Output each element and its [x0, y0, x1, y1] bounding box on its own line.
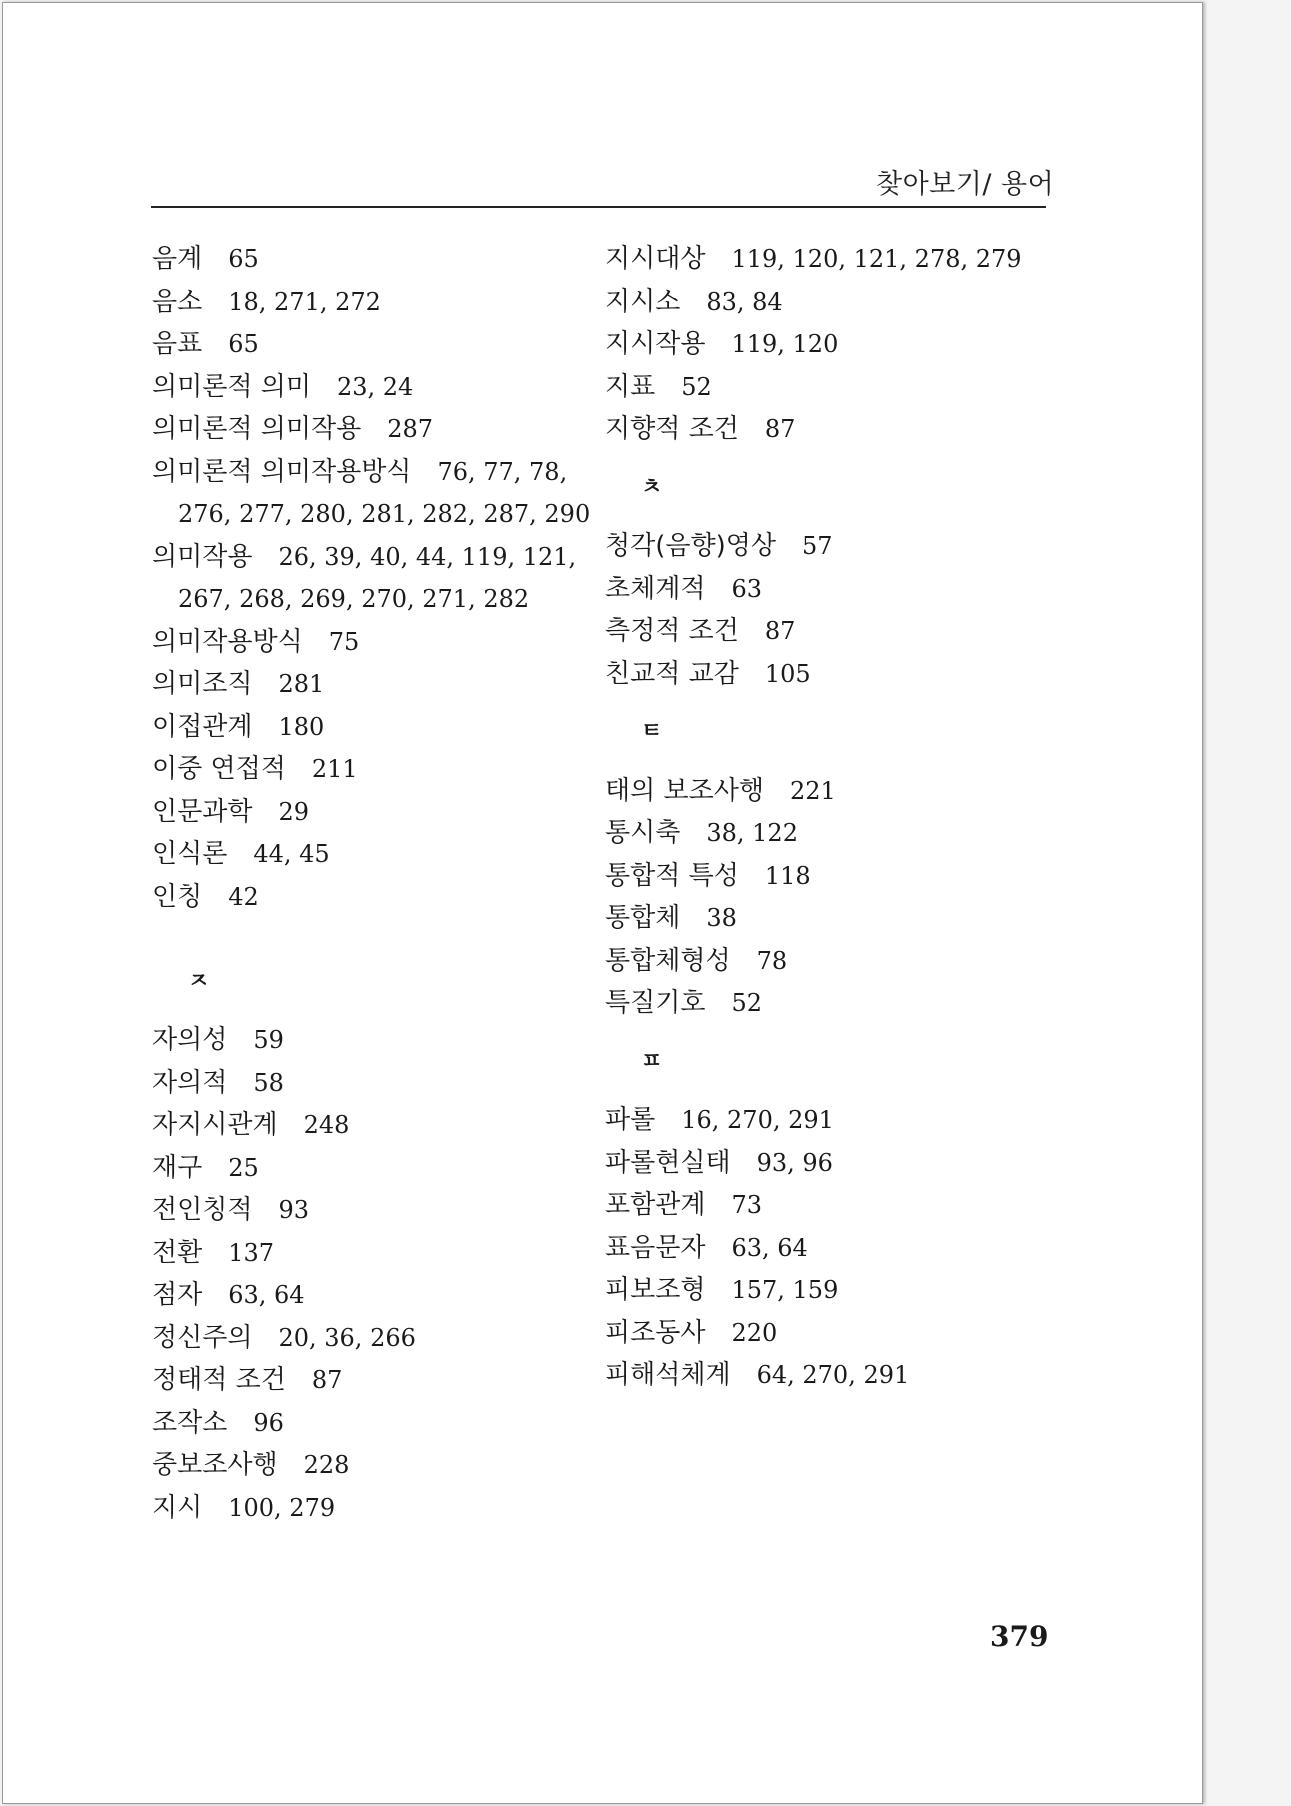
section-gap: [605, 1083, 1055, 1099]
entry-term: 청각(음향)영상: [605, 531, 776, 561]
section-letter-ch: ㅊ: [641, 474, 663, 500]
entry-pages: 93: [278, 1196, 310, 1224]
entry-pages: 119, 120, 121, 278, 279: [731, 245, 1022, 273]
entry-term: 자의성: [152, 1025, 228, 1055]
entry-term: 지표: [605, 371, 656, 402]
index-entry: [152, 238, 602, 281]
entry-pages: 87: [311, 1366, 343, 1394]
entry-pages: 20, 36, 266: [278, 1323, 416, 1352]
entry-term: 의미론적 의미: [152, 371, 311, 402]
entry-term: 통합체: [605, 903, 681, 933]
index-entry: [152, 1104, 602, 1147]
index-entry: [152, 1019, 602, 1062]
index-entry: [605, 1099, 1055, 1142]
entry-term: 조작소: [152, 1407, 228, 1438]
index-entry: [152, 1359, 602, 1402]
section-letter-j: ㅈ: [188, 968, 210, 994]
entry-term: 전환: [152, 1237, 203, 1268]
index-entry: [152, 791, 602, 834]
entry-term: 측정적 조건: [605, 616, 739, 646]
entry-pages: 119, 120: [731, 330, 839, 358]
section-letter-p: ㅍ: [641, 1048, 663, 1074]
index-entry: [152, 1487, 602, 1530]
index-entry: [605, 1227, 1055, 1270]
entry-term: 지시작용: [605, 329, 706, 359]
index-entry: [152, 1444, 602, 1487]
entry-pages: 281: [278, 670, 325, 698]
section-p-entries: [605, 1099, 1055, 1397]
index-entry: [605, 1184, 1055, 1227]
index-entry: [605, 897, 1055, 940]
entry-term: 점자: [152, 1280, 203, 1310]
entry-pages: 52: [681, 372, 712, 401]
index-entry: [605, 238, 1055, 281]
entry-pages: 57: [801, 532, 833, 560]
index-entry: [152, 323, 602, 366]
entry-term: 피조동사: [605, 1317, 706, 1348]
index-entry: [605, 653, 1055, 696]
section-gap: [605, 509, 1055, 525]
index-entry: [152, 1402, 602, 1445]
section-gap: [605, 754, 1055, 770]
entry-pages: 52: [731, 989, 763, 1017]
entry-pages: 25: [228, 1153, 259, 1182]
index-column-right: [605, 238, 1055, 1397]
entry-term: 통합적 특성: [605, 860, 739, 891]
index-entry: [605, 940, 1055, 983]
entry-pages: 26, 39, 40, 44, 119, 121,: [278, 542, 577, 571]
index-entry: [152, 706, 602, 749]
entry-term: 통시축: [605, 818, 681, 848]
entry-pages: 64, 270, 291: [756, 1361, 910, 1389]
section-t-entries: [605, 770, 1055, 1025]
entry-pages: 96: [253, 1408, 284, 1437]
entry-term: 인칭: [152, 881, 203, 912]
entry-term: 지시대상: [605, 244, 706, 274]
index-entry: [152, 1189, 602, 1232]
index-entry: [152, 281, 602, 324]
index-entry: [605, 1142, 1055, 1185]
entry-term: 이접관계: [152, 711, 253, 742]
index-entry: [152, 366, 602, 409]
right-entry-list: [605, 238, 1055, 451]
entry-term: 중보조사행: [152, 1450, 278, 1480]
entry-pages: 228: [303, 1451, 350, 1479]
entry-pages: 211: [311, 755, 358, 783]
index-entry: [605, 770, 1055, 813]
index-entry: [152, 1274, 602, 1317]
section-letter-t: ㅌ: [641, 719, 663, 744]
entry-term: 의미론적 의미작용: [152, 414, 362, 444]
entry-pages: 65: [228, 330, 259, 358]
entry-pages: 38: [706, 904, 737, 932]
entry-term: 지향적 조건: [605, 414, 739, 444]
entry-term: 자지시관계: [152, 1110, 278, 1140]
index-entry: [605, 408, 1055, 451]
entry-pages: 87: [764, 415, 796, 443]
entry-pages: 83, 84: [706, 287, 783, 316]
index-entry: [605, 1312, 1055, 1355]
index-entry: [605, 281, 1055, 324]
entry-pages: 267, 268, 269, 270, 271, 282: [178, 585, 530, 613]
section-ch-entries: [605, 525, 1055, 695]
entry-pages: 105: [764, 659, 811, 688]
index-entry: [152, 833, 602, 876]
entry-pages: 42: [228, 882, 259, 911]
section-gap: [605, 451, 1055, 467]
entry-pages: 44, 45: [253, 840, 330, 868]
entry-pages: 118: [764, 861, 811, 890]
index-entry: [605, 982, 1055, 1025]
entry-term: 지시소: [605, 286, 681, 317]
section-j-entries: [152, 1019, 602, 1529]
entry-pages: 87: [764, 617, 796, 645]
left-entry-list: [152, 238, 602, 918]
entry-term: 음계: [152, 244, 203, 274]
entry-term: 피보조형: [605, 1275, 706, 1305]
entry-pages: 59: [253, 1026, 284, 1054]
index-entry: [152, 748, 602, 791]
page-number: 379: [990, 1620, 1049, 1653]
index-entry: [605, 568, 1055, 611]
entry-pages: 180: [278, 712, 325, 741]
index-entry: [152, 536, 602, 579]
entry-pages: 75: [328, 627, 360, 656]
index-entry: [605, 1269, 1055, 1312]
entry-term: 의미작용: [152, 541, 253, 572]
entry-pages: 63: [731, 574, 763, 603]
entry-pages: 78: [756, 946, 788, 975]
index-entry: [152, 1232, 602, 1275]
entry-term: 파롤: [605, 1105, 656, 1135]
entry-term: 피해석체계: [605, 1360, 731, 1390]
header-rule: [151, 206, 1046, 208]
index-entry: [152, 1062, 602, 1105]
section-gap: [152, 918, 602, 961]
entry-term: 파롤현실태: [605, 1147, 731, 1178]
index-entry-continuation: [152, 578, 602, 621]
index-column-left: [152, 238, 602, 1529]
entry-pages: 221: [789, 776, 836, 805]
index-entry: [152, 1147, 602, 1190]
entry-term: 의미론적 의미작용방식: [152, 456, 412, 487]
entry-pages: 65: [228, 245, 259, 273]
index-entry: [605, 323, 1055, 366]
running-head: 찾아보기/ 용어: [876, 169, 1055, 200]
index-entry: [152, 876, 602, 919]
index-entry: [605, 525, 1055, 568]
entry-term: 태의 보조사행: [605, 775, 764, 806]
index-entry: [605, 610, 1055, 653]
entry-pages: 29: [278, 797, 310, 826]
section-gap: [605, 1025, 1055, 1041]
entry-term: 초체계적: [605, 573, 706, 604]
entry-term: 친교적 교감: [605, 658, 739, 689]
entry-term: 인문과학: [152, 796, 253, 827]
entry-pages: 58: [253, 1068, 284, 1097]
entry-pages: 93, 96: [756, 1148, 833, 1177]
entry-pages: 76, 77, 78,: [437, 457, 568, 486]
index-entry: [152, 663, 602, 706]
entry-pages: 63, 64: [228, 1281, 305, 1309]
entry-term: 자의적: [152, 1067, 228, 1098]
entry-pages: 18, 271, 272: [228, 287, 381, 316]
index-entry: [152, 1317, 602, 1360]
index-entry: [605, 366, 1055, 409]
index-entry-continuation: [152, 493, 602, 536]
entry-pages: 63, 64: [731, 1233, 808, 1262]
viewer-gutter: [1204, 0, 1291, 1806]
entry-term: 포함관계: [605, 1190, 706, 1220]
entry-term: 특질기호: [605, 988, 706, 1018]
entry-term: 통합체형성: [605, 945, 731, 976]
entry-term: 이중 연접적: [152, 754, 286, 784]
entry-term: 정신주의: [152, 1322, 253, 1353]
entry-pages: 38, 122: [706, 819, 798, 847]
entry-term: 음표: [152, 329, 203, 359]
section-gap: [605, 695, 1055, 711]
index-entry: [605, 855, 1055, 898]
entry-pages: 16, 270, 291: [681, 1106, 834, 1134]
entry-pages: 287: [387, 415, 434, 443]
entry-pages: 137: [228, 1238, 275, 1267]
index-entry: [152, 451, 602, 494]
entry-pages: 248: [303, 1111, 350, 1139]
entry-pages: 73: [731, 1191, 763, 1219]
index-entry: [605, 812, 1055, 855]
entry-pages: 100, 279: [228, 1493, 336, 1522]
entry-term: 음소: [152, 286, 203, 317]
entry-term: 표음문자: [605, 1232, 706, 1263]
entry-term: 의미작용방식: [152, 626, 303, 657]
entry-pages: 220: [731, 1318, 778, 1347]
entry-term: 의미조직: [152, 669, 253, 699]
entry-term: 지시: [152, 1492, 203, 1523]
entry-pages: 23, 24: [336, 372, 414, 401]
entry-pages: 276, 277, 280, 281, 282, 287, 290: [178, 500, 591, 528]
index-entry: [605, 1354, 1055, 1397]
entry-term: 정태적 조건: [152, 1365, 286, 1395]
entry-term: 인식론: [152, 839, 228, 869]
index-entry: [152, 621, 602, 664]
entry-term: 재구: [152, 1152, 203, 1183]
section-gap: [152, 1003, 602, 1019]
entry-pages: 157, 159: [731, 1276, 839, 1304]
entry-term: 전인칭적: [152, 1195, 253, 1225]
index-entry: [152, 408, 602, 451]
